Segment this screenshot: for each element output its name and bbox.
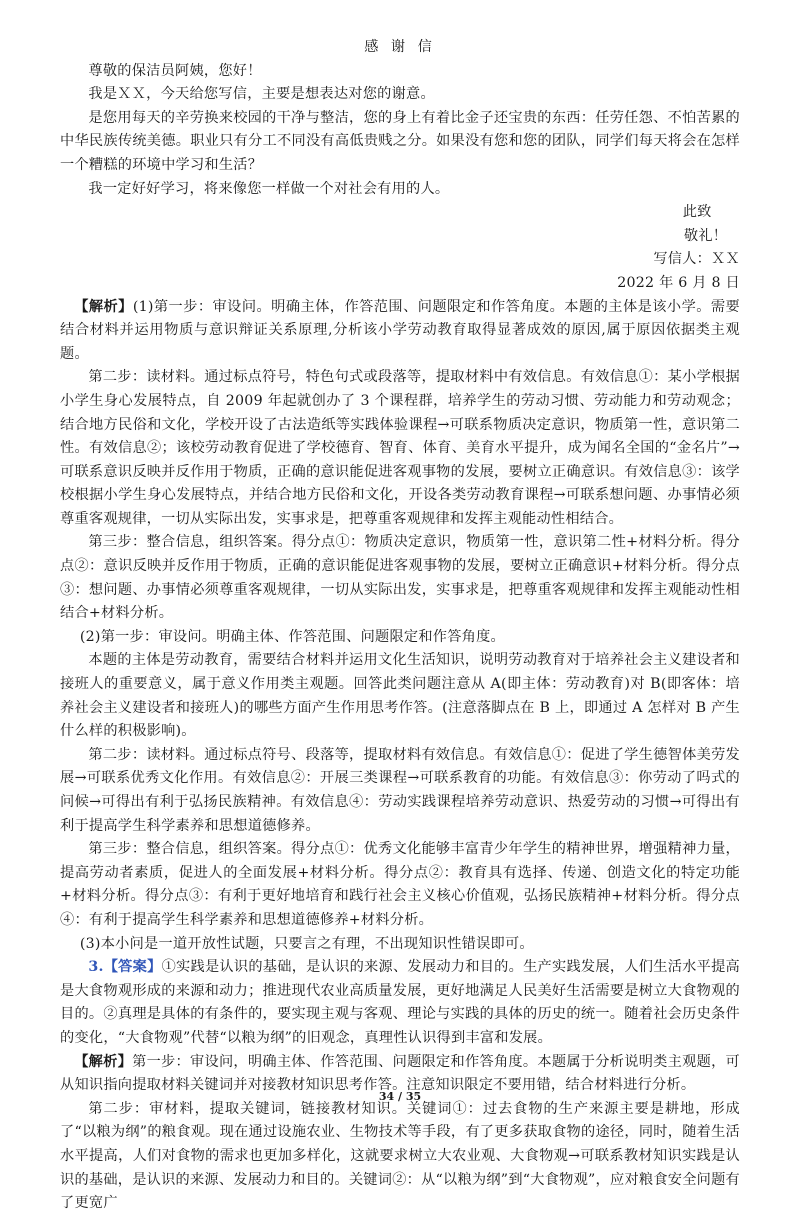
analysis3-label: 【解析】	[74, 1053, 133, 1070]
letter-paragraph-2: 是您用每天的辛劳换来校园的干净与整洁，您的身上有着比金子还宝贵的东西：任劳任怨、不怕苦累的中华民族传统美德。职业只有分工不同没有高低贵贱之分。如果没有您和您的团队，同学们每天将会在怎样一个糟糕的环境中学习和生活？	[60, 109, 740, 173]
analysis-q2-step1: (2)第一步：审设问。明确主体、作答范围、问题限定和作答角度。	[79, 628, 505, 645]
analysis-q1-step3: 第三步：整合信息，组织答案。得分点①：物质决定意识，物质第一性，意识第二性+材料分析。得分点②：意识反映并反作用于物质，正确的意识能促进客观事物的发展，要树立正确意识+材料分析。得分点③：想问题、办事情必须尊重客观规律，一切从实际出发，实事求是，把尊重客观规律和发挥主观能动性相结合+材料分析。	[60, 534, 740, 622]
answer-label: 【答案】	[103, 959, 162, 976]
analysis3-step2: 第二步：审材料，提取关键词，链接教材知识。关键词①：过去食物的生产来源主要是耕地，形成了“以粮为纲”的粮食观。现在通过设施农业、生物技术等手段，有了更多获取食物的途径，同时，随着生活水平提高，人们对食物的需求也更加多样化，这就要求树立大农业观、大食物观→可联系教材知识实践是认识的基础，是认识的来源、发展动力和目的。关键词②：从“以粮为纲”到“大食物观”，应对粮食安全问题有了更宽广	[60, 1100, 740, 1212]
analysis-label: 【解析】	[74, 298, 133, 315]
page-number: 34 / 35	[378, 1090, 422, 1103]
letter-greeting: 尊敬的保洁员阿姨，您好！	[88, 62, 262, 79]
letter-date: 2022 年 6 月 8 日	[617, 274, 740, 291]
answer-q3	[60, 956, 740, 1050]
letter-closing-2: 敬礼！	[683, 227, 728, 244]
analysis3-step1-text: 第一步：审设问，明确主体、作答范围、问题限定和作答角度。本题属于分析说明类主观题，可从知识指向提取材料关键词并对接教材知识思考作答。注意知识限定不要用错，结合材料进行分析。	[60, 1053, 740, 1094]
letter-paragraph-1: 我是ＸＸ，今天给您写信，主要是想表达对您的谢意。	[88, 86, 435, 103]
letter-title: 感 谢 信	[364, 39, 436, 55]
analysis-q2-step3: 第三步：整合信息，组织答案。得分点①：优秀文化能够丰富青少年学生的精神世界，增强精神力量，提高劳动者素质，促进人的全面发展+材料分析。得分点②：教育具有选择、传递、创造文化的特定功能+材料分析。得分点③：有利于更好地培育和践行社会主义核心价值观，弘扬民族精神+材料分析。得分点④：有利于提高学生科学素养和思想道德修养+材料分析。	[60, 841, 740, 928]
analysis-q1-step2: 第二步：读材料。通过标点符号，特色句式或段落等，提取材料中有效信息。有效信息①：某小学根据小学生身心发展特点，自 2009 年起就创办了 3 个课程群，培养学生的劳动习惯、劳动能力和劳动观念；结合地方民俗和文化，学校开设了古法造纸等实践体验课程→可联系物质决定意识，物质第一性，意识第二性。有效信息②；该校劳动教育促进了学校德育、智育、体育、美育水平提升，成为闻名全国的“金名片”→可联系意识反映并反作用于物质，正确的意识能促进客观事物的发展，要树立正确意识。有效信息③：该学校根据小学生身心发展特点，并结合地方民俗和文化，开设各类劳动教育课程→可联系想问题、办事情必须尊重客观规律，一切从实际出发，实事求是，把尊重客观规律和发挥主观能动性相结合。	[60, 369, 740, 527]
answer-q3-text: ①实践是认识的基础，是认识的来源、发展动力和目的。生产实践发展，人们生活水平提高是大食物观形成的来源和动力；推进现代农业高质量发展，更好地满足人民美好生活需要是树立大食物观的目的。②真理是具体的有条件的，要实现主观与客观、理论与实践的具体的历史的统一。随着社会历史条件的变化，“大食物观”代替“以粮为纲”的旧观念，真理性认识得到丰富和发展。	[60, 959, 740, 1046]
analysis-q1-step1-text: (1)第一步：审设问。明确主体，作答范围、问题限定和作答角度。本题的主体是该小学。需要结合材料并运用物质与意识辩证关系原理,分析该小学劳动教育取得显著成效的原因,属于原因依据类主观题。	[60, 298, 740, 362]
letter-signer: 写信人：ＸＸ	[653, 251, 740, 268]
letter-closing-1: 此致	[682, 204, 712, 221]
analysis-q1-step1	[60, 296, 740, 367]
document-body	[60, 36, 740, 1216]
letter-paragraph-3: 我一定好好学习，将来像您一样做一个对社会有用的人。	[88, 180, 450, 197]
analysis-q2-body: 本题的主体是劳动教育，需要结合材料并运用文化生活知识，说明劳动教育对于培养社会主义建设者和接班人的重要意义，属于意义作用类主观题。回答此类问题注意从 A(即主体：劳动教育)对 B(即客体：培养社会主义建设者和接班人)的哪些方面产生作用思考作答。(注意落脚点在 B 上，即通过 A 怎样对 B 产生什么样的积极影响)。	[60, 652, 740, 740]
analysis-q2-step2: 第二步：读材料。通过标点符号、段落等，提取材料有效信息。有效信息①：促进了学生德智体美劳发展→可联系优秀文化作用。有效信息②：开展三类课程→可联系教育的功能。有效信息③：你劳动了吗式的问候→可得出有利于弘扬民族精神。有效信息④：劳动实践课程培养劳动意识、热爱劳动的习惯→可得出有利于提高学生科学素养和思想道德修养。	[60, 746, 740, 834]
question-number: 3.	[88, 959, 104, 976]
analysis-q3: (3)本小问是一道开放性试题，只要言之有理，不出现知识性错误即可。	[79, 935, 534, 952]
